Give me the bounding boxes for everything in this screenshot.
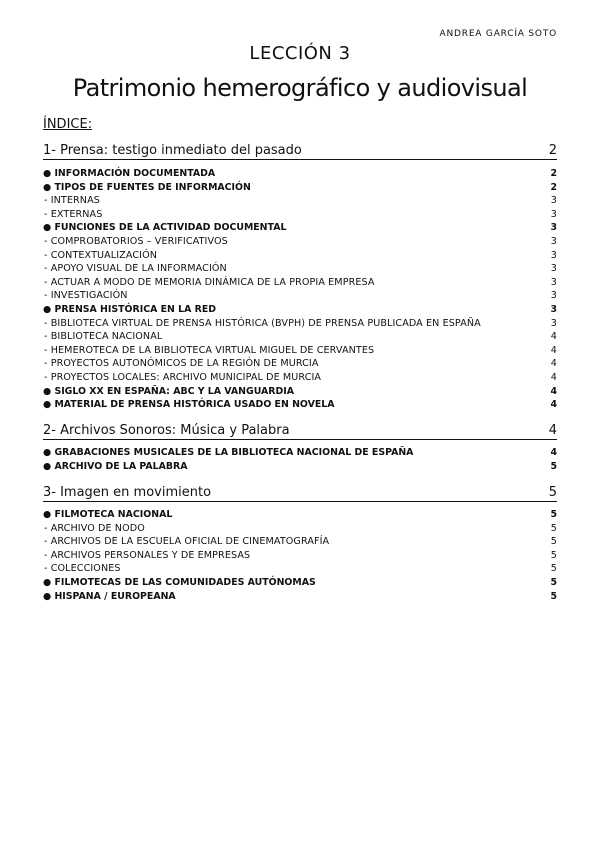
toc-section-heading[interactable] bbox=[43, 483, 557, 502]
entry-label: - INVESTIGACIÓN bbox=[44, 290, 128, 302]
toc-entry[interactable] bbox=[43, 303, 557, 317]
entry-label: ● MATERIAL DE PRENSA HISTÓRICA USADO EN NOVELA bbox=[43, 399, 335, 411]
entry-page-number: 3 bbox=[550, 303, 557, 315]
entry-label: ● GRABACIONES MUSICALES DE LA BIBLIOTECA NACIONAL DE ESPAÑA bbox=[43, 447, 414, 458]
toc-entry[interactable] bbox=[43, 508, 557, 522]
toc-subentry[interactable] bbox=[43, 208, 557, 222]
section-title: 3- Imagen en movimiento bbox=[43, 485, 212, 500]
entry-label: - ARCHIVOS PERSONALES Y DE EMPRESAS bbox=[44, 549, 251, 561]
entry-label: - COLECCIONES bbox=[44, 563, 121, 575]
toc-subentry[interactable] bbox=[43, 357, 557, 371]
entry-page-number: 3 bbox=[550, 235, 557, 247]
entry-page-number: 4 bbox=[550, 371, 557, 383]
entry-label: ● FILMOTECAS DE LAS COMUNIDADES AUTÓNOMAS bbox=[43, 576, 316, 588]
entry-page-number: 4 bbox=[550, 331, 557, 343]
toc-entry[interactable] bbox=[43, 385, 557, 399]
toc-section-2 bbox=[43, 421, 557, 473]
index-label: ÍNDICE: bbox=[43, 117, 93, 132]
entry-page-number: 2 bbox=[550, 181, 557, 193]
entry-label: ● HISPANA / EUROPEANA bbox=[43, 590, 176, 602]
entry-page-number: 3 bbox=[550, 276, 557, 288]
toc-entry[interactable] bbox=[43, 181, 557, 195]
entry-page-number: 2 bbox=[550, 168, 557, 179]
entry-page-number: 3 bbox=[550, 222, 557, 234]
entry-page-number: 5 bbox=[550, 460, 557, 472]
entry-page-number: 4 bbox=[550, 385, 557, 397]
section-title: 2- Archivos Sonoros: Música y Palabra bbox=[43, 423, 290, 438]
entry-page-number: 5 bbox=[550, 549, 557, 561]
entry-label: - PROYECTOS AUTONÓMICOS DE LA REGIÓN DE MURCIA bbox=[44, 358, 319, 370]
entry-label: - PROYECTOS LOCALES: ARCHIVO MUNICIPAL DE MURCIA bbox=[44, 371, 322, 383]
entry-label: ● INFORMACIÓN DOCUMENTADA bbox=[43, 168, 216, 179]
entry-label: ● SIGLO XX EN ESPAÑA: ABC Y LA VANGUARDIA bbox=[43, 385, 295, 397]
toc-subentry[interactable] bbox=[43, 235, 557, 249]
entry-page-number: 5 bbox=[550, 522, 557, 534]
entry-page-number: 3 bbox=[550, 208, 557, 220]
entry-label: ● PRENSA HISTÓRICA EN LA RED bbox=[43, 303, 217, 315]
toc-subentry[interactable] bbox=[43, 317, 557, 331]
toc-entry[interactable] bbox=[43, 460, 557, 474]
entry-page-number: 5 bbox=[550, 509, 557, 520]
section-title: 1- Prensa: testigo inmediato del pasado bbox=[43, 143, 302, 158]
toc-section-3 bbox=[43, 483, 557, 603]
entry-label: ● FILMOTECA NACIONAL bbox=[43, 509, 173, 520]
entry-page-number: 4 bbox=[550, 344, 557, 356]
entry-label: - ACTUAR A MODO DE MEMORIA DINÁMICA DE LA PROPIA EMPRESA bbox=[44, 276, 375, 288]
toc-entry[interactable] bbox=[43, 221, 557, 235]
toc-subentry[interactable] bbox=[43, 344, 557, 358]
toc-subentry[interactable] bbox=[43, 249, 557, 263]
entry-label: - ARCHIVOS DE LA ESCUELA OFICIAL DE CINEMATOGRAFÍA bbox=[44, 536, 330, 548]
toc-entry[interactable] bbox=[43, 590, 557, 604]
entry-label: - ARCHIVO DE NODO bbox=[44, 522, 145, 534]
entry-label: - COMPROBATORIOS – VERIFICATIVOS bbox=[44, 235, 228, 247]
toc-entry[interactable] bbox=[43, 167, 557, 181]
toc-entry[interactable] bbox=[43, 446, 557, 460]
entry-label: ● ARCHIVO DE LA PALABRA bbox=[43, 460, 188, 472]
entry-label: - CONTEXTUALIZACIÓN bbox=[44, 249, 158, 261]
toc-entry[interactable] bbox=[43, 398, 557, 412]
entry-page-number: 5 bbox=[550, 590, 557, 602]
entry-page-number: 5 bbox=[550, 536, 557, 548]
entry-page-number: 3 bbox=[550, 195, 557, 207]
section-page-number: 2 bbox=[548, 143, 557, 158]
author-name: ANDREA GARCÍA SOTO bbox=[439, 29, 557, 39]
page-title: Patrimonio hemerográfico y audiovisual bbox=[72, 74, 528, 102]
toc-section-heading[interactable] bbox=[43, 421, 557, 440]
entry-page-number: 5 bbox=[550, 576, 557, 588]
toc-subentry[interactable] bbox=[43, 522, 557, 536]
entry-page-number: 3 bbox=[550, 249, 557, 261]
section-page-number: 4 bbox=[548, 423, 557, 438]
toc-subentry[interactable] bbox=[43, 330, 557, 344]
entry-label: ● FUNCIONES DE LA ACTIVIDAD DOCUMENTAL bbox=[43, 222, 287, 234]
entry-page-number: 4 bbox=[550, 447, 557, 458]
entry-label: - BIBLIOTECA VIRTUAL DE PRENSA HISTÓRICA (BVPH) DE PRENSA PUBLICADA EN ESPAÑA bbox=[44, 317, 481, 329]
lesson-heading: LECCIÓN 3 bbox=[249, 43, 351, 64]
section-page-number: 5 bbox=[548, 485, 557, 500]
toc-subentry[interactable] bbox=[43, 276, 557, 290]
entry-label: - HEMEROTECA DE LA BIBLIOTECA VIRTUAL MIGUEL DE CERVANTES bbox=[44, 344, 375, 356]
toc-entry[interactable] bbox=[43, 576, 557, 590]
entry-page-number: 3 bbox=[550, 290, 557, 302]
toc-subentry[interactable] bbox=[43, 549, 557, 563]
toc-section-1 bbox=[43, 141, 557, 412]
entry-label: - APOYO VISUAL DE LA INFORMACIÓN bbox=[44, 263, 227, 275]
toc-subentry[interactable] bbox=[43, 535, 557, 549]
entry-page-number: 4 bbox=[550, 358, 557, 370]
toc-subentry[interactable] bbox=[43, 194, 557, 208]
toc-subentry[interactable] bbox=[43, 371, 557, 385]
entry-label: ● TIPOS DE FUENTES DE INFORMACIÓN bbox=[43, 181, 251, 193]
entry-label: - INTERNAS bbox=[44, 195, 100, 207]
entry-page-number: 3 bbox=[550, 263, 557, 275]
entry-label: - BIBLIOTECA NACIONAL bbox=[44, 331, 163, 343]
entry-label: - EXTERNAS bbox=[44, 208, 103, 220]
toc-subentry[interactable] bbox=[43, 289, 557, 303]
entry-page-number: 5 bbox=[550, 563, 557, 575]
entry-page-number: 3 bbox=[550, 317, 557, 329]
entry-page-number: 4 bbox=[550, 399, 557, 411]
toc-subentry[interactable] bbox=[43, 562, 557, 576]
toc-subentry[interactable] bbox=[43, 262, 557, 276]
toc-section-heading[interactable] bbox=[43, 141, 557, 160]
